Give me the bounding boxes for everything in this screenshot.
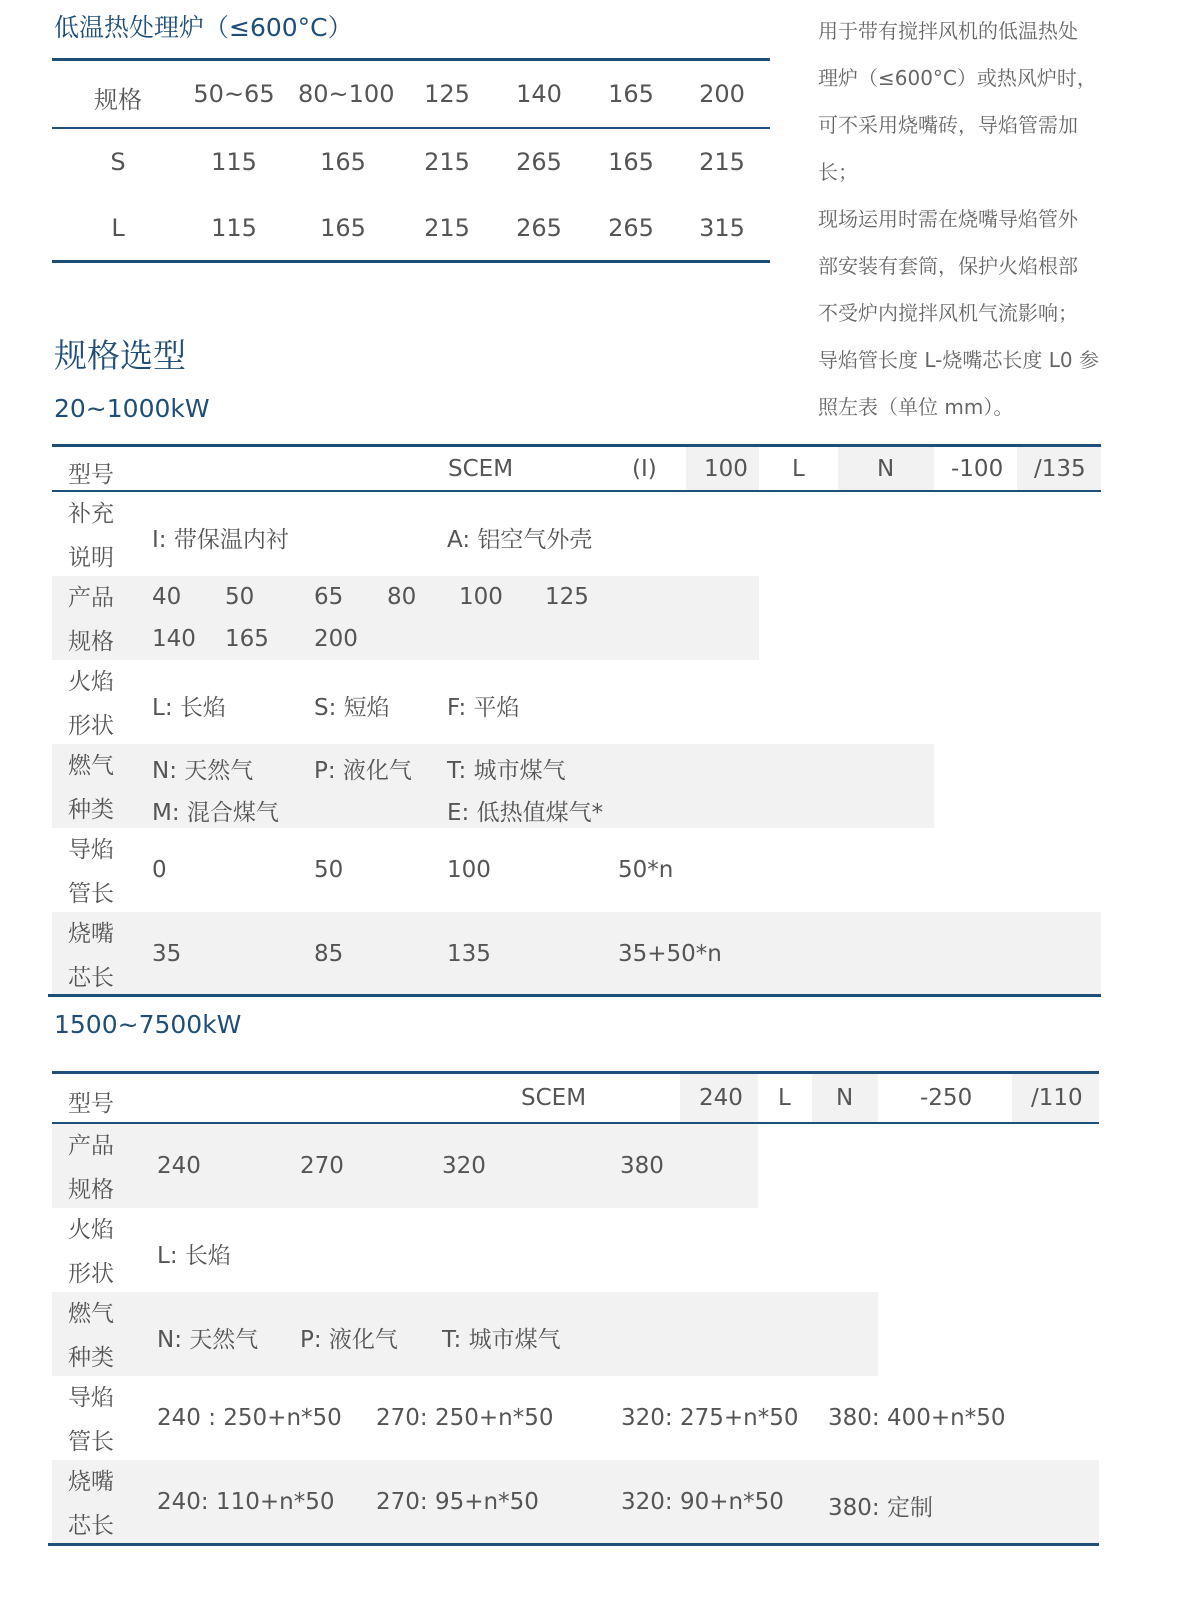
table1-header-model: SCEM bbox=[448, 456, 514, 482]
table2-cell: N: 天然气 bbox=[157, 1327, 259, 1353]
furnace-cell: 115 bbox=[211, 214, 257, 242]
table1-cell: P: 液化气 bbox=[314, 758, 412, 784]
furnace-cell: L bbox=[111, 214, 125, 242]
table2-header-tube: -250 bbox=[920, 1085, 973, 1111]
furnace-cell: S bbox=[110, 148, 126, 176]
table1-cell: T: 城市煤气 bbox=[447, 758, 566, 784]
table2-header-core: /110 bbox=[1031, 1085, 1083, 1111]
table1-header-size: 100 bbox=[704, 456, 748, 482]
table2-cell: 270 bbox=[300, 1153, 344, 1179]
furnace-cell: 265 bbox=[516, 214, 562, 242]
furnace-header-2: 80~100 bbox=[298, 80, 395, 108]
table1-cell: 200 bbox=[314, 626, 358, 652]
table1-cell: I: 带保温内衬 bbox=[152, 527, 289, 553]
furnace-cell: 215 bbox=[424, 214, 470, 242]
table1-cell: 135 bbox=[447, 941, 491, 967]
table1-header-label: 型号 bbox=[68, 462, 114, 488]
furnace-title: 低温热处理炉（≤600°C） bbox=[54, 13, 353, 42]
table2-cell: 380: 400+n*50 bbox=[828, 1405, 1006, 1431]
table1-header-core: /135 bbox=[1034, 456, 1086, 482]
table1-cell: 35 bbox=[152, 941, 182, 967]
section-title: 规格选型 bbox=[54, 336, 186, 375]
table1-cell: 40 bbox=[152, 584, 182, 610]
table1-cell: A: 铝空气外壳 bbox=[447, 527, 593, 553]
table1-cell: 85 bbox=[314, 941, 344, 967]
table1-header-gas: N bbox=[877, 456, 895, 482]
furnace-cell: 165 bbox=[320, 148, 366, 176]
table2-cell: L: 长焰 bbox=[157, 1243, 231, 1269]
table1-cell: 65 bbox=[314, 584, 344, 610]
table1-row-label: 火焰 形状 bbox=[68, 669, 114, 739]
side-note bbox=[818, 8, 1108, 431]
table2-cell: 240 : 250+n*50 bbox=[157, 1405, 342, 1431]
table1-cell: 100 bbox=[447, 857, 491, 883]
table1-cell: 100 bbox=[459, 584, 503, 610]
table1-cell: 80 bbox=[387, 584, 417, 610]
side-note-line: 理炉（≤600°C）或热风炉时， bbox=[818, 66, 1097, 90]
table1-cell: L: 长焰 bbox=[152, 695, 226, 721]
table2-header-size: 240 bbox=[699, 1085, 743, 1111]
table2-cell: 320: 90+n*50 bbox=[621, 1489, 784, 1515]
table1-header-flame: L bbox=[792, 456, 805, 482]
furnace-cell: 165 bbox=[320, 214, 366, 242]
side-note-line: 不受炉内搅拌风机气流影响； bbox=[818, 301, 1078, 325]
table2-cell: T: 城市煤气 bbox=[442, 1327, 561, 1353]
table1-cell: 50 bbox=[314, 857, 344, 883]
table1-row-label: 燃气 种类 bbox=[68, 753, 114, 823]
table1-row-label: 产品 规格 bbox=[68, 585, 114, 655]
table1-header-opt: (I) bbox=[632, 456, 657, 482]
table2-row-label: 烧嘴 芯长 bbox=[68, 1469, 114, 1539]
table1-cell: 125 bbox=[545, 584, 589, 610]
table2-range: 1500~7500kW bbox=[54, 1010, 242, 1039]
table1-cell: 140 bbox=[152, 626, 196, 652]
furnace-header-4: 140 bbox=[516, 80, 562, 108]
side-note-line: 现场运用时需在烧嘴导焰管外 bbox=[818, 207, 1078, 231]
furnace-cell: 215 bbox=[699, 148, 745, 176]
table2-cell: 320: 275+n*50 bbox=[621, 1405, 799, 1431]
table2-row-label: 导焰 管长 bbox=[68, 1385, 114, 1455]
table2-cell: 270: 95+n*50 bbox=[376, 1489, 539, 1515]
furnace-cell: 315 bbox=[699, 214, 745, 242]
side-note-line: 用于带有搅拌风机的低温热处 bbox=[818, 19, 1078, 43]
furnace-header-3: 125 bbox=[424, 80, 470, 108]
table1-row-label: 导焰 管长 bbox=[68, 837, 114, 907]
table2-row-label: 产品 规格 bbox=[68, 1133, 114, 1203]
furnace-cell: 115 bbox=[211, 148, 257, 176]
table2-cell: 320 bbox=[442, 1153, 486, 1179]
furnace-header-0: 规格 bbox=[94, 86, 142, 114]
table2-cell: 240 bbox=[157, 1153, 201, 1179]
table1-cell: N: 天然气 bbox=[152, 758, 254, 784]
table1-row-label: 补充 说明 bbox=[68, 501, 114, 571]
table1-range: 20~1000kW bbox=[54, 394, 210, 423]
table1-header-tube: -100 bbox=[951, 456, 1004, 482]
table2-cell: 270: 250+n*50 bbox=[376, 1405, 554, 1431]
table1-cell: F: 平焰 bbox=[447, 695, 520, 721]
furnace-header-5: 165 bbox=[608, 80, 654, 108]
table2-cell: 240: 110+n*50 bbox=[157, 1489, 335, 1515]
furnace-mid-rule bbox=[52, 127, 770, 129]
furnace-bottom-rule bbox=[52, 260, 770, 263]
side-note-line: 导焰管长度 L-烧嘴芯长度 L0 参 bbox=[818, 348, 1099, 372]
table2-row-label: 燃气 种类 bbox=[68, 1301, 114, 1371]
table2-header-model: SCEM bbox=[521, 1085, 587, 1111]
side-note-line: 部安装有套筒，保护火焰根部 bbox=[818, 254, 1078, 278]
side-note-line: 照左表（单位 mm）。 bbox=[818, 395, 1014, 419]
furnace-header-1: 50~65 bbox=[193, 80, 275, 108]
table2-header-gas: N bbox=[836, 1085, 854, 1111]
table1-cell: 50*n bbox=[618, 857, 674, 883]
table1-cell: 165 bbox=[225, 626, 269, 652]
table1-row-label: 烧嘴 芯长 bbox=[68, 921, 114, 991]
furnace-header-6: 200 bbox=[699, 80, 745, 108]
table2-row-label: 火焰 形状 bbox=[68, 1217, 114, 1287]
table1-cell: 35+50*n bbox=[618, 941, 722, 967]
furnace-cell: 265 bbox=[608, 214, 654, 242]
table2-cell: 380: 定制 bbox=[828, 1495, 933, 1521]
table1-cell: 50 bbox=[225, 584, 255, 610]
table1-cell: S: 短焰 bbox=[314, 695, 390, 721]
side-note-line: 长； bbox=[818, 160, 858, 184]
furnace-cell: 265 bbox=[516, 148, 562, 176]
furnace-cell: 165 bbox=[608, 148, 654, 176]
table2-cell: 380 bbox=[620, 1153, 664, 1179]
table1-cell: 0 bbox=[152, 857, 167, 883]
side-note-line: 可不采用烧嘴砖，导焰管需加 bbox=[818, 113, 1078, 137]
table1-cell: E: 低热值煤气* bbox=[447, 800, 604, 826]
furnace-top-rule bbox=[52, 58, 770, 61]
table2-header-flame: L bbox=[778, 1085, 791, 1111]
table2-header-label: 型号 bbox=[68, 1091, 114, 1117]
table2-cell: P: 液化气 bbox=[300, 1327, 398, 1353]
table1-cell: M: 混合煤气 bbox=[152, 800, 279, 826]
furnace-cell: 215 bbox=[424, 148, 470, 176]
